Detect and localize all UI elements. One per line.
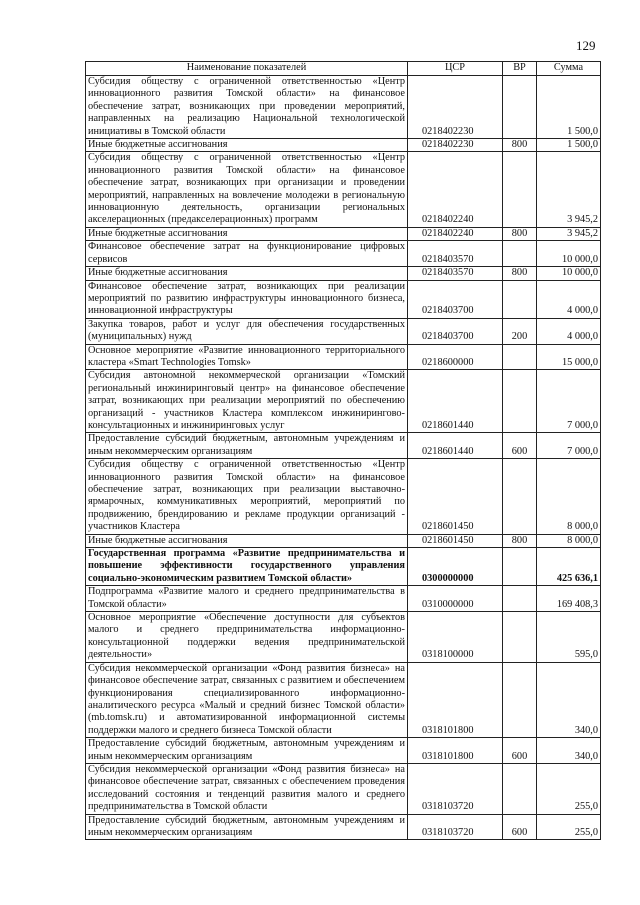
cell-vr: 600 — [503, 433, 537, 459]
cell-sum: 8 000,0 — [537, 459, 601, 534]
cell-csr: 0218403570 — [408, 267, 503, 280]
table-row — [86, 763, 601, 814]
cell-vr: 800 — [503, 227, 537, 240]
cell-csr: 0218601450 — [408, 459, 503, 534]
cell-name: Субсидия некоммерческой организации «Фонд развития бизнеса» на финансовое обеспечение затрат, связанных с развитием и обеспечением функционирования специализированного информационно-аналитического ресурса «Малый и средний бизнес Томской области» (mb.tomsk.ru) и автоматизированной информационной системы поддержки малого и среднего бизнеса Томской области — [86, 662, 408, 737]
cell-csr: 0318100000 — [408, 612, 503, 663]
table-row — [86, 280, 601, 318]
cell-sum: 1 500,0 — [537, 76, 601, 139]
cell-name: Закупка товаров, работ и услуг для обеспечения государственных (муниципальных) нужд — [86, 318, 408, 344]
cell-sum: 4 000,0 — [537, 280, 601, 318]
budget-table — [85, 61, 601, 840]
cell-csr: 0218601440 — [408, 370, 503, 433]
cell-name: Государственная программа «Развитие предпринимательства и повышение эффективности государственного управления социально-экономическим развитием Томской области» — [86, 548, 408, 586]
cell-csr: 0218402230 — [408, 139, 503, 152]
cell-sum: 255,0 — [537, 814, 601, 840]
cell-name: Подпрограмма «Развитие малого и среднего предпринимательства в Томской области» — [86, 586, 408, 612]
cell-csr: 0300000000 — [408, 548, 503, 586]
cell-name: Основное мероприятие «Развитие инновационного территориального кластера «Smart Technologies Tomsk» — [86, 344, 408, 370]
cell-vr: 600 — [503, 814, 537, 840]
cell-name: Субсидия обществу с ограниченной ответственностью «Центр инновационного развития Томской области» на финансовое обеспечение затрат, возникающих при проведении мероприятий, направленных на реализацию Национальной технологической инициативы в Томской области — [86, 76, 408, 139]
cell-csr: 0218403700 — [408, 280, 503, 318]
table-row — [86, 586, 601, 612]
table-header-row — [86, 62, 601, 76]
cell-vr — [503, 280, 537, 318]
cell-sum: 3 945,2 — [537, 227, 601, 240]
table-row — [86, 370, 601, 433]
cell-sum: 10 000,0 — [537, 241, 601, 267]
cell-sum: 3 945,2 — [537, 152, 601, 227]
cell-name: Субсидия обществу с ограниченной ответственностью «Центр инновационного развития Томской области» на финансовое обеспечение затрат, возникающих при организации и проведении мероприятий, направленных на вовлечение молодежи в региональную инновационную деятельность, организации региональных акселерационных (предакселерационных) программ — [86, 152, 408, 227]
cell-name: Иные бюджетные ассигнования — [86, 227, 408, 240]
cell-name: Субсидия некоммерческой организации «Фонд развития бизнеса» на финансовое обеспечение затрат, связанных с обеспечением проведения исследований состояния и тенденций развития малого и среднего предпринимательства в Томской области — [86, 763, 408, 814]
cell-name: Основное мероприятие «Обеспечение доступности для субъектов малого и среднего предпринимательства информационно-консультационной поддержки ведения предпринимательской деятельности» — [86, 612, 408, 663]
cell-csr: 0218402230 — [408, 76, 503, 139]
cell-name: Финансовое обеспечение затрат на функционирование цифровых сервисов — [86, 241, 408, 267]
table-row — [86, 814, 601, 840]
cell-vr — [503, 586, 537, 612]
table-row — [86, 433, 601, 459]
cell-sum: 4 000,0 — [537, 318, 601, 344]
cell-sum: 7 000,0 — [537, 370, 601, 433]
cell-vr — [503, 344, 537, 370]
cell-csr: 0218402240 — [408, 152, 503, 227]
header-sum: Сумма — [537, 62, 601, 76]
cell-sum: 425 636,1 — [537, 548, 601, 586]
cell-sum: 340,0 — [537, 738, 601, 764]
header-name: Наименование показателей — [86, 62, 408, 76]
cell-csr: 0318101800 — [408, 662, 503, 737]
cell-sum: 1 500,0 — [537, 139, 601, 152]
cell-csr: 0218600000 — [408, 344, 503, 370]
cell-sum: 595,0 — [537, 612, 601, 663]
cell-sum: 15 000,0 — [537, 344, 601, 370]
table-row — [86, 318, 601, 344]
table-row — [86, 344, 601, 370]
cell-vr: 200 — [503, 318, 537, 344]
cell-name: Иные бюджетные ассигнования — [86, 534, 408, 547]
cell-name: Иные бюджетные ассигнования — [86, 139, 408, 152]
table-row — [86, 548, 601, 586]
cell-csr: 0318103720 — [408, 763, 503, 814]
table-row — [86, 241, 601, 267]
cell-name: Предоставление субсидий бюджетным, автономным учреждениям и иным некоммерческим организациям — [86, 738, 408, 764]
header-vr: ВР — [503, 62, 537, 76]
table-row — [86, 459, 601, 534]
cell-vr — [503, 152, 537, 227]
table-row — [86, 152, 601, 227]
cell-sum: 255,0 — [537, 763, 601, 814]
cell-csr: 0218601440 — [408, 433, 503, 459]
table-row — [86, 662, 601, 737]
cell-vr — [503, 662, 537, 737]
cell-sum: 340,0 — [537, 662, 601, 737]
cell-csr: 0218601450 — [408, 534, 503, 547]
cell-csr: 0318103720 — [408, 814, 503, 840]
cell-vr — [503, 76, 537, 139]
cell-vr — [503, 612, 537, 663]
cell-vr — [503, 241, 537, 267]
cell-sum: 8 000,0 — [537, 534, 601, 547]
cell-sum: 7 000,0 — [537, 433, 601, 459]
cell-vr: 800 — [503, 267, 537, 280]
cell-csr: 0218403570 — [408, 241, 503, 267]
table-row — [86, 267, 601, 280]
header-csr: ЦСР — [408, 62, 503, 76]
cell-vr: 800 — [503, 534, 537, 547]
cell-csr: 0218403700 — [408, 318, 503, 344]
table-row — [86, 139, 601, 152]
cell-csr: 0318101800 — [408, 738, 503, 764]
cell-vr: 800 — [503, 139, 537, 152]
cell-vr — [503, 459, 537, 534]
table-row — [86, 738, 601, 764]
cell-name: Субсидия автономной некоммерческой организации «Томский региональный инжиниринговый центр» на финансовое обеспечение затрат, возникающих при реализации мероприятий по обеспечению организаций - участников Кластера комплексом инжинирингово-консультационных и инжиниринговых услуг — [86, 370, 408, 433]
cell-name: Предоставление субсидий бюджетным, автономным учреждениям и иным некоммерческим организациям — [86, 433, 408, 459]
cell-name: Иные бюджетные ассигнования — [86, 267, 408, 280]
cell-csr: 0310000000 — [408, 586, 503, 612]
cell-name: Субсидия обществу с ограниченной ответственностью «Центр инновационного развития Томской области» на финансовое обеспечение затрат, возникающих при реализации выставочно-ярмарочных, коммуникативных мероприятий, мероприятий по продвижению, брендированию и рекламе продукции организаций - участников Кластера — [86, 459, 408, 534]
cell-vr — [503, 763, 537, 814]
cell-vr — [503, 548, 537, 586]
table-row — [86, 534, 601, 547]
cell-sum: 169 408,3 — [537, 586, 601, 612]
table-body — [86, 76, 601, 840]
cell-vr: 600 — [503, 738, 537, 764]
table-row — [86, 76, 601, 139]
table-row — [86, 227, 601, 240]
cell-sum: 10 000,0 — [537, 267, 601, 280]
cell-name: Финансовое обеспечение затрат, возникающих при реализации мероприятий по развитию инфраструктуры инновационного бизнеса, инновационной инфраструктуры — [86, 280, 408, 318]
page-number: 129 — [576, 38, 596, 53]
cell-csr: 0218402240 — [408, 227, 503, 240]
cell-name: Предоставление субсидий бюджетным, автономным учреждениям и иным некоммерческим организациям — [86, 814, 408, 840]
table-row — [86, 612, 601, 663]
cell-vr — [503, 370, 537, 433]
